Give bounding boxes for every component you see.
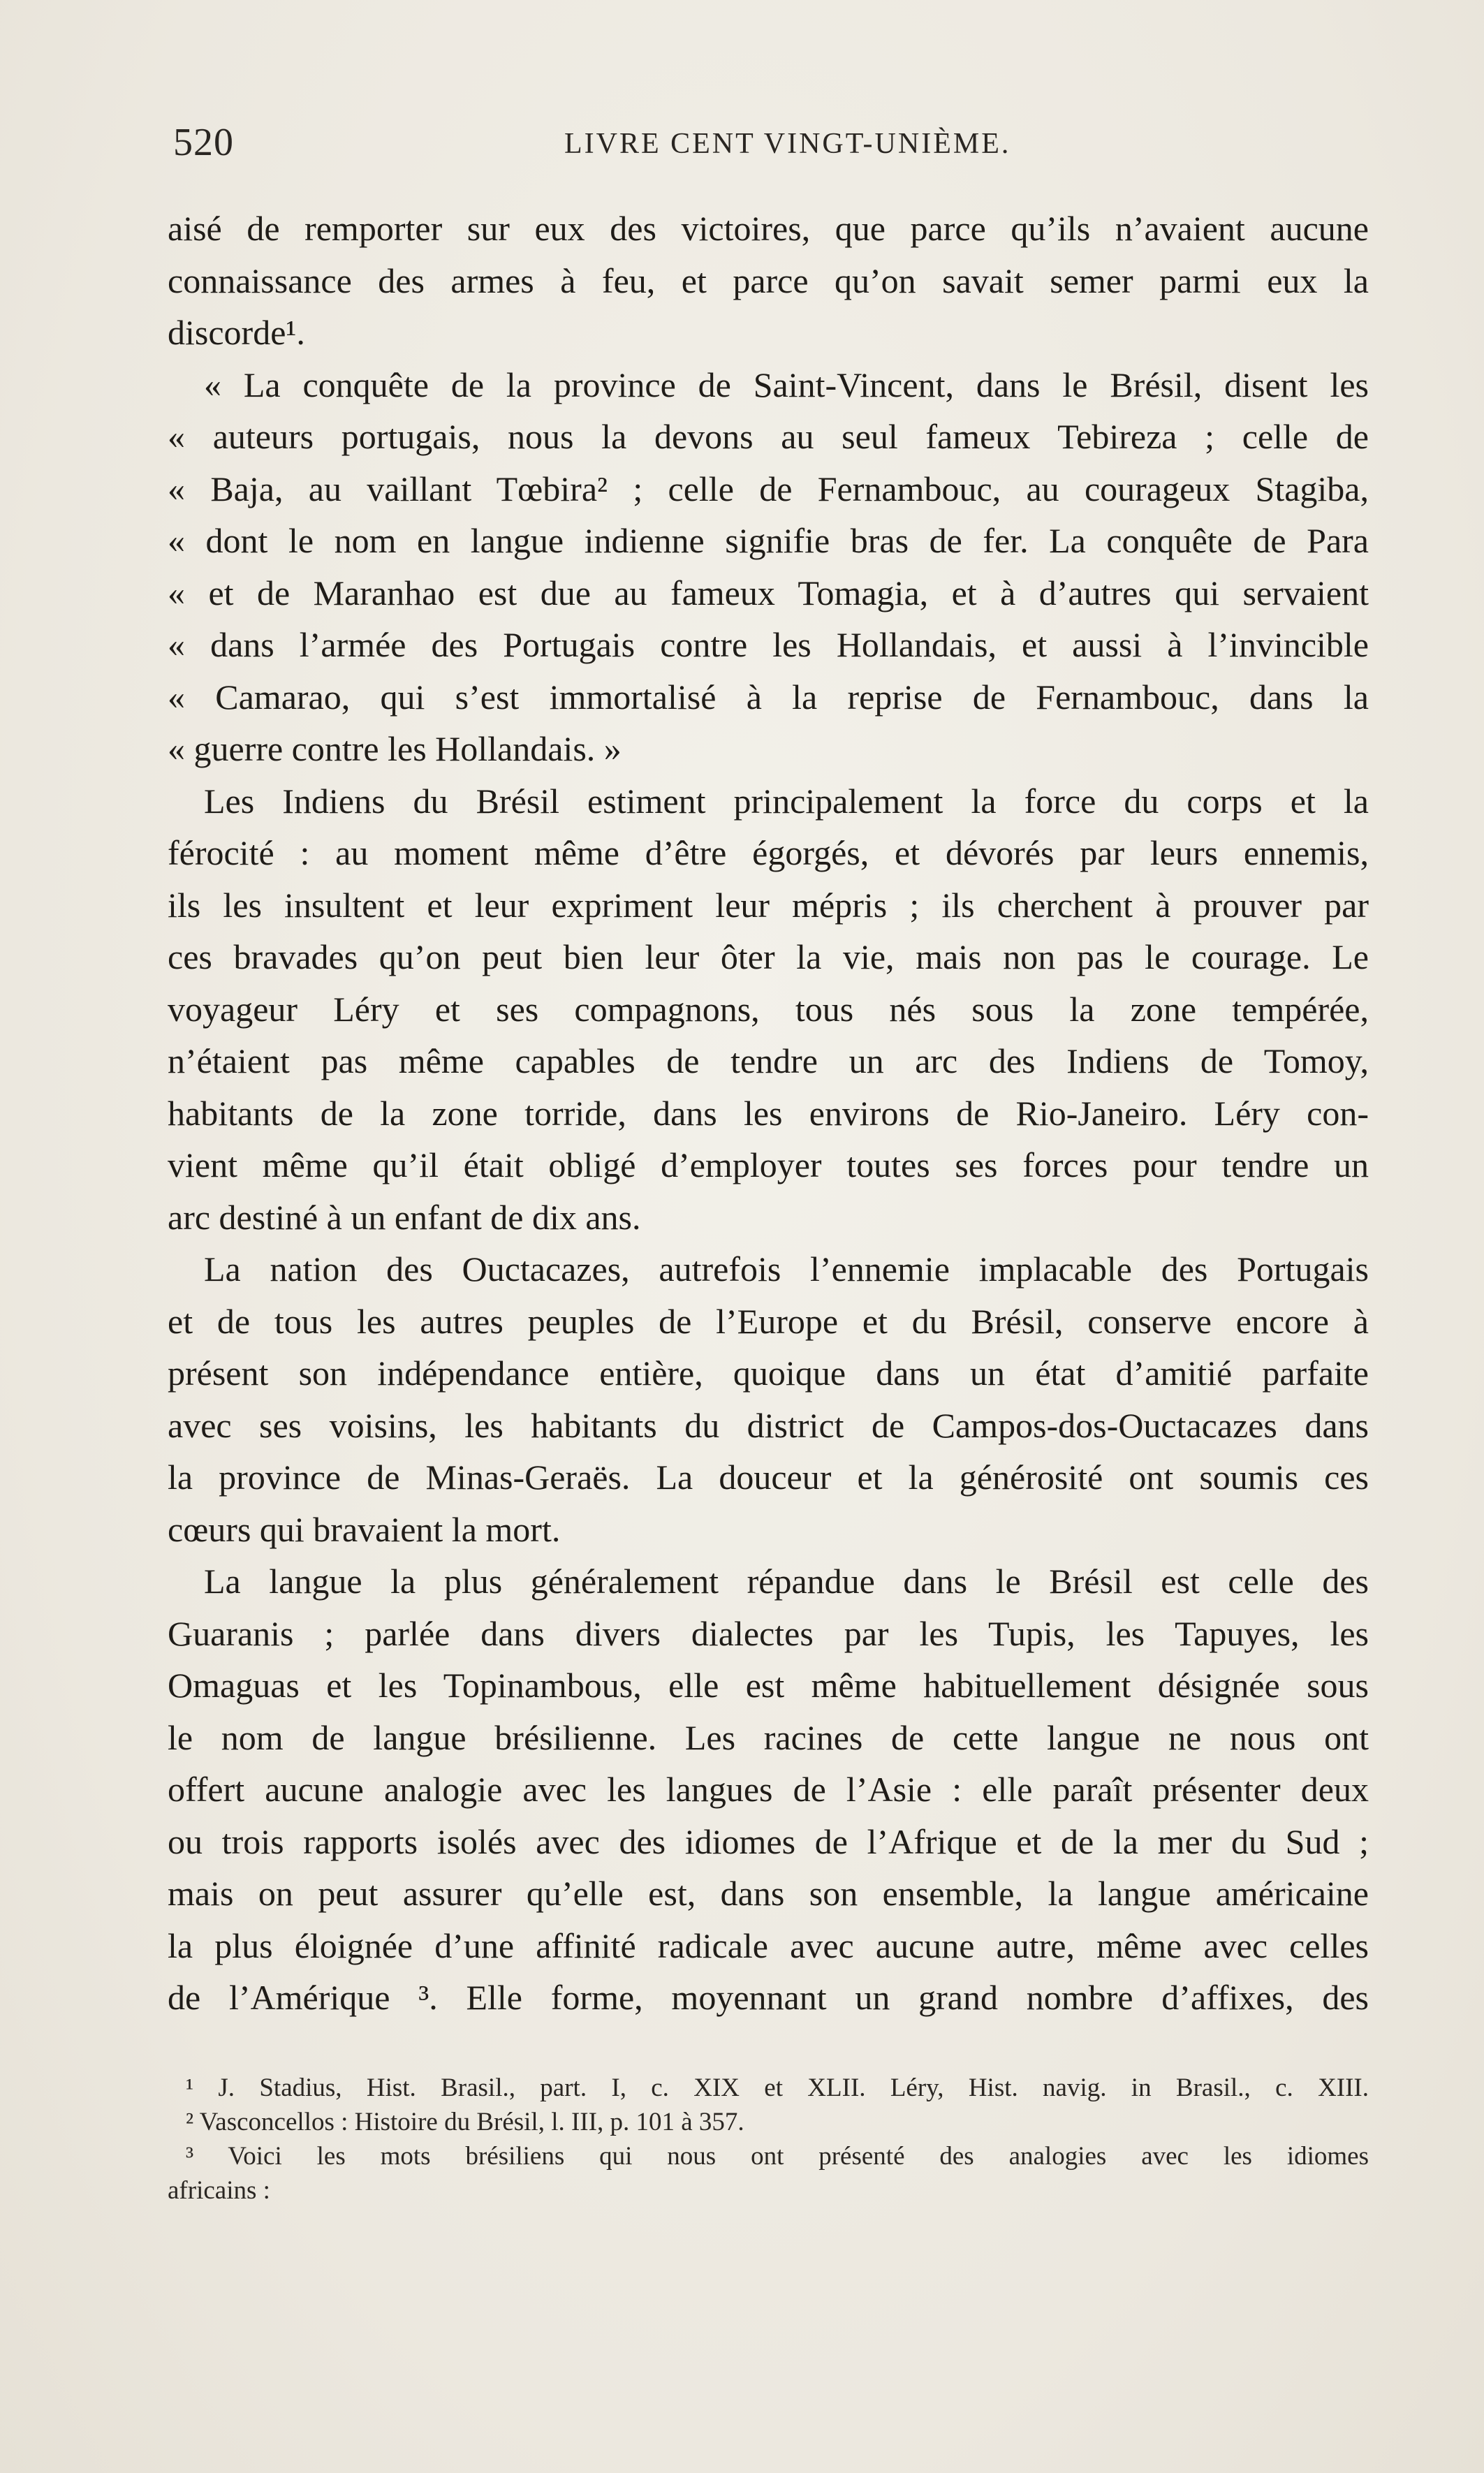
text-line: présent son indépendance entière, quoique dans un état d’amitié parfaite [168,1353,1369,1393]
text-line: n’étaient pas même capables de tendre un arc des Indiens de Tomoy, [168,1041,1369,1080]
text-line: connaissance des armes à feu, et parce qu’on savait semer parmi eux la [168,260,1369,300]
text-line: voyageur Léry et ses compagnons, tous nés sous la zone tempérée, [168,989,1369,1029]
text-line: vient même qu’il était obligé d’employer toutes ses forces pour tendre un [168,1145,1369,1184]
text-line: le nom de langue brésilienne. Les racines de cette langue ne nous ont [168,1717,1369,1757]
text-line: « auteurs portugais, nous la devons au seul fameux Tebireza ; celle de [168,417,1369,456]
footnote-line: africains : [168,2176,270,2205]
text-line: mais on peut assurer qu’elle est, dans son ensemble, la langue américaine [168,1874,1369,1913]
text-line: Omaguas et les Topinambous, elle est même habituellement désignée sous [168,1666,1369,1705]
text-line: « Baja, au vaillant Tœbira² ; celle de Fernambouc, au courageux Stagiba, [168,469,1369,508]
text-line: « La conquête de la province de Saint-Vincent, dans le Brésil, disent les [204,365,1369,404]
body-text [168,203,1369,2024]
text-line: ils les insultent et leur expriment leur mépris ; ils cherchent à prouver par [168,885,1369,925]
text-line: La nation des Ouctacazes, autrefois l’ennemie implacable des Portugais [204,1249,1369,1289]
text-line: Guaranis ; parlée dans divers dialectes par les Tupis, les Tapuyes, les [168,1613,1369,1653]
footnote-line: ² Vasconcellos : Histoire du Brésil, l. III, p. 101 à 357. [186,2108,744,2136]
text-line: ou trois rapports isolés avec des idiomes de l’Afrique et de la mer du Sud ; [168,1821,1369,1861]
text-line: de l’Amérique ³. Elle forme, moyennant un grand nombre d’affixes, des [168,1978,1369,2017]
text-line: la plus éloignée d’une affinité radicale avec aucune autre, même avec celles [168,1925,1369,1965]
footnotes [168,2071,1369,2208]
text-line: « guerre contre les Hollandais. » [168,729,622,768]
text-line: « dont le nom en langue indienne signifie bras de fer. La conquête de Para [168,521,1369,560]
page-number: 520 [173,121,234,164]
text-line: aisé de remporter sur eux des victoires, que parce qu’ils n’avaient aucune [168,209,1369,248]
text-line: férocité : au moment même d’être égorgés, et dévorés par leurs ennemis, [168,833,1369,872]
text-line: habitants de la zone torride, dans les environs de Rio-Janeiro. Léry con- [168,1093,1369,1133]
text-line: cœurs qui bravaient la mort. [168,1509,561,1549]
text-line: ces bravades qu’on peut bien leur ôter la vie, mais non pas le courage. Le [168,937,1369,976]
running-head: LIVRE CENT VINGT-UNIÈME. [564,128,1011,160]
text-line: « Camarao, qui s’est immortalisé à la reprise de Fernambouc, dans la [168,677,1369,717]
text-line: et de tous les autres peuples de l’Europe et du Brésil, conserve encore à [168,1301,1369,1341]
text-line: offert aucune analogie avec les langues de l’Asie : elle paraît présenter deux [168,1770,1369,1809]
footnote-line: ³ Voici les mots brésiliens qui nous ont présenté des analogies avec les idiomes [186,2142,1369,2171]
text-line: La langue la plus généralement répandue dans le Brésil est celle des [204,1562,1369,1601]
text-line: « dans l’armée des Portugais contre les Hollandais, et aussi à l’invincible [168,625,1369,664]
text-line: arc destiné à un enfant de dix ans. [168,1197,641,1237]
text-line: avec ses voisins, les habitants du district de Campos-dos-Ouctacazes dans [168,1405,1369,1445]
text-line: Les Indiens du Brésil estiment principalement la force du corps et la [204,781,1369,821]
page-header [173,120,1367,169]
text-line: la province de Minas-Geraës. La douceur et la générosité ont soumis ces [168,1458,1369,1497]
footnote-line: ¹ J. Stadius, Hist. Brasil., part. I, c. XIX et XLII. Léry, Hist. navig. in Brasil., c. XIII. [186,2074,1369,2102]
text-line: discorde¹. [168,313,305,352]
text-line: « et de Maranhao est due au fameux Tomagia, et à d’autres qui servaient [168,573,1369,612]
